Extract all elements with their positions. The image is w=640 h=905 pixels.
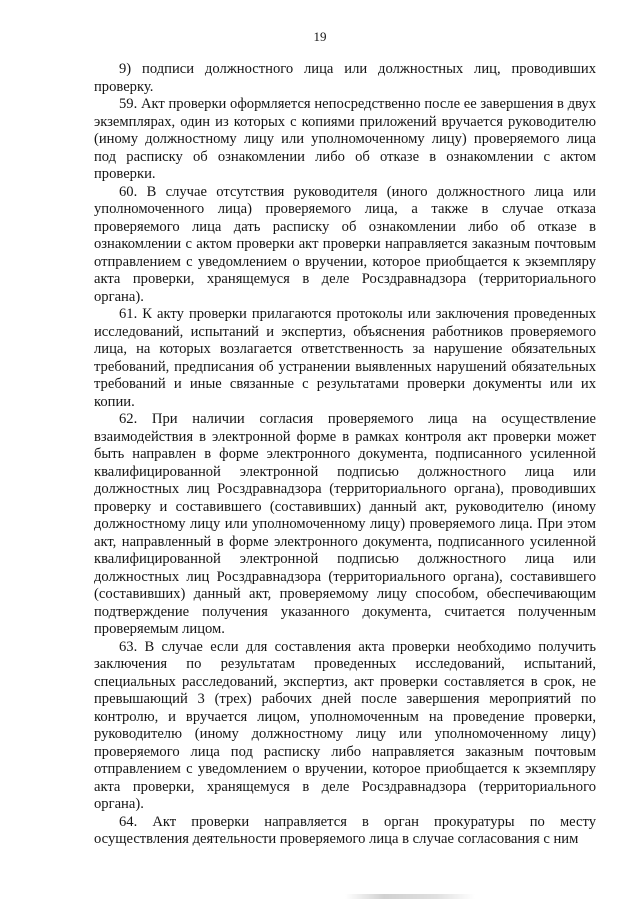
paragraph-63: 63. В случае если для составления акта проверки необходимо получить заключения по результатам проведенных исследований, испытаний, специальных расследований, экспертиз, акт проверки составляется в срок, не превышающий 3 (трех) рабочих дней после завершения мероприятий по контролю, и вручается лицом, уполномоченным на проведение проверки, руководителю (иному должностному лицу или уполномоченному лицу) проверяемого лица под расписку либо направляется заказным почтовым отправлением с уведомлением о вручении, которое приобщается к экземпляру акта проверки, хранящемуся в деле Росздравнадзора (территориального органа). bbox=[94, 638, 596, 812]
scan-edge-mark bbox=[345, 894, 475, 899]
paragraph-59: 59. Акт проверки оформляется непосредственно после ее завершения в двух экземплярах, один из которых с копиями приложений вручается руководителю (иному должностному лицу или уполномоченному лицу) проверяемого лица под расписку об ознакомлении либо об отказе в ознакомлении с актом проверки. bbox=[94, 96, 596, 182]
paragraph-64: 64. Акт проверки направляется в орган прокуратуры по месту осуществления деятельности проверяемого лица в случае согласования с ним bbox=[94, 813, 596, 847]
paragraph-62: 62. При наличии согласия проверяемого лица на осуществление взаимодействия в электронной форме в рамках контроля акт проверки может быть направлен в форме электронного документа, подписанного усиленной квалифицированной электронной подписью должностного лица или должностных лиц Росздравнадзора (территориального органа), проводивших проверку и составившего (составивших) данный акт, руководителю (иному должностному лицу или уполномоченному лицу) проверяемого лица. При этом акт, направленный в форме электронного документа, подписанного усиленной квалифицированной электронной подписью должностного лица или должностных лиц Росздравнадзора (территориального органа), составившего (составивших) данный акт, проверяемому лицу способом, обеспечивающим подтверждение получения указанного документа, считается полученным проверяемым лицом. bbox=[94, 411, 596, 637]
paragraph-item-9: 9) подписи должностного лица или должностных лиц, проводивших проверку. bbox=[94, 61, 596, 95]
document-body bbox=[94, 61, 596, 849]
paragraph-60: 60. В случае отсутствия руководителя (иного должностного лица или уполномоченного лица) проверяемого лица, а также в случае отказа проверяемого лица дать расписку об ознакомлении либо об отказе в ознакомлении с актом проверки акт проверки направляется заказным почтовым отправлением с уведомлением о вручении, которое приобщается к экземпляру акта проверки, хранящемуся в деле Росздравнадзора (территориального органа). bbox=[94, 183, 596, 305]
page-number: 19 bbox=[313, 29, 327, 44]
paragraph-61: 61. К акту проверки прилагаются протоколы или заключения проведенных исследований, испытаний и экспертиз, объяснения работников проверяемого лица, на которых возлагается ответственность за нарушение обязательных требований, предписания об устранении выявленных нарушений обязательных требований и иные связанные с результатами проверки документы или их копии. bbox=[94, 306, 596, 410]
